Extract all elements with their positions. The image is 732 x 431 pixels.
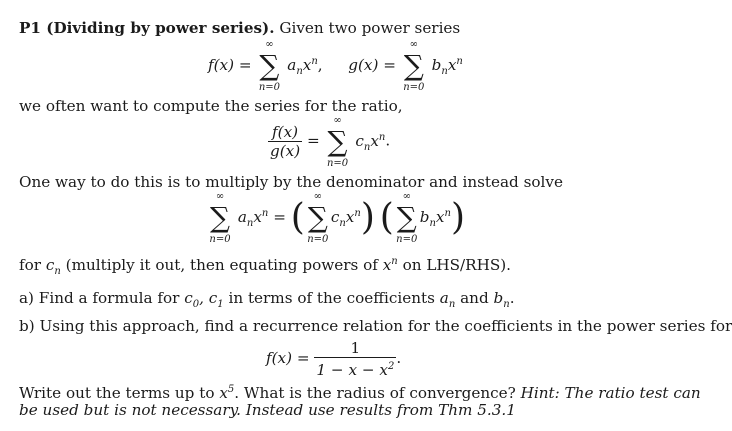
part-a-line: a) Find a formula for $c_0$, $c_1$ in terms of the coefficients $a_n$ and $b_n$.	[19, 289, 515, 311]
problem-heading-line	[19, 18, 651, 38]
coef-c: c	[45, 256, 55, 275]
sum-c2	[306, 191, 330, 245]
ratio-fraction	[268, 123, 302, 160]
var-x: x	[302, 56, 312, 74]
sum-g	[402, 39, 426, 93]
sum-b2	[395, 191, 419, 245]
an-symbol	[439, 289, 456, 311]
var-x: x	[382, 256, 392, 275]
rational-fraction	[314, 339, 396, 379]
sub-n: n	[429, 218, 436, 230]
sum-upper: ∞	[409, 39, 418, 50]
sub-n: n	[296, 66, 303, 78]
left-paren: (	[379, 197, 394, 238]
sum-lower: n=0	[403, 82, 425, 93]
var-x: x	[435, 208, 445, 226]
sigma-symbol: ∑	[403, 49, 424, 82]
c-term	[330, 207, 361, 230]
coef-b: b	[431, 56, 442, 74]
a-term	[237, 207, 269, 230]
right-paren: )	[360, 197, 375, 238]
sup-n: n	[456, 55, 463, 67]
part-b-text: b) Using this approach, find a recurrence relation for the coefficients in the power series for	[19, 317, 732, 335]
var-x: x	[370, 131, 379, 150]
cn-symbol	[45, 256, 61, 278]
equals-sign: =	[306, 131, 320, 150]
sum-lower: n=0	[209, 234, 231, 245]
sum-f	[257, 39, 281, 93]
multiply-lead-line	[19, 172, 651, 192]
coef-a: a	[287, 56, 297, 74]
sub-n: n	[246, 218, 254, 230]
rational-denominator: $1 - x - x^2$	[314, 357, 396, 379]
hint-text: The ratio test can	[564, 384, 701, 403]
sigma-symbol: ∑	[327, 124, 348, 158]
sum-upper: ∞	[215, 191, 225, 202]
var-x: x	[219, 384, 228, 403]
part-a-label: a) Find a formula for	[19, 289, 180, 307]
ratio-denominator: g(x)	[270, 142, 301, 160]
hint-label: Hint:	[520, 384, 560, 403]
sigma-symbol: ∑	[210, 201, 230, 234]
g-def-lhs: g(x) =	[348, 56, 396, 74]
sum-upper: ∞	[402, 191, 411, 202]
sub-n: n	[448, 299, 456, 311]
sigma-symbol: ∑	[396, 201, 417, 234]
part-a-and: and	[460, 289, 489, 307]
sub-zero: 0	[192, 299, 200, 311]
sup-n: n	[391, 256, 398, 267]
hint-continuation: be used but is not necessary. Instead use results from Thm 5.3.1	[19, 401, 516, 419]
denominator-poly: 1 − x − x	[316, 361, 388, 380]
var-x: x	[253, 208, 262, 226]
a-term	[287, 55, 318, 78]
ratio-series: $\frac{f(x)}{g(x)}$ = ∞ ∑ n=0 $c_nx^n$.	[270, 114, 391, 169]
sigma-symbol: ∑	[307, 201, 328, 234]
f-rational: f(x) = $\frac{1}{1 - x - x^2}$ .	[266, 339, 402, 380]
ratio-lead-line	[19, 96, 651, 116]
product-equation	[207, 191, 465, 245]
sup-n: n	[378, 131, 386, 143]
radius-question: . What is the radius of convergence?	[234, 384, 516, 403]
coef-a: a	[439, 289, 449, 307]
sigma-symbol: ∑	[259, 49, 280, 82]
f-def-lhs: f(x) =	[266, 349, 310, 368]
sup-five: 5	[227, 384, 235, 395]
b-term	[419, 207, 451, 230]
sum-lower: n=0	[396, 234, 418, 245]
problem-title: P1 (Dividing by power series).	[19, 19, 275, 37]
sup-n: n	[354, 207, 361, 219]
xn-symbol	[383, 256, 398, 274]
sub-n: n	[339, 218, 346, 230]
sub-n: n	[54, 266, 61, 278]
hint-cont-line	[19, 400, 651, 420]
ratio-numerator: f(x)	[272, 123, 299, 141]
cn-note-tail: on LHS/RHS).	[402, 256, 512, 275]
c-term	[355, 131, 386, 153]
cn-note-line	[19, 252, 651, 282]
cn-note: (multiply it out, then equating powers of	[65, 256, 378, 275]
part-a-mid: in terms of the coefficients	[228, 289, 435, 307]
coef-b: b	[493, 289, 504, 307]
c0-c1: $c_0$, $c_1$	[184, 289, 224, 311]
sup-n: n	[444, 207, 451, 219]
coef-b: b	[419, 208, 430, 226]
problem-intro: Given two power series	[279, 19, 461, 37]
bn-symbol	[493, 289, 510, 311]
f-def-lhs: f(x) =	[208, 56, 252, 74]
series-definitions: f(x) = ∞ ∑ n=0 $a_nx^n$, g(x) = ∞ ∑ n=0 $b_nx^n$	[208, 39, 463, 93]
sum-lower: n=0	[258, 82, 281, 93]
sub-n: n	[441, 66, 448, 78]
coef-c: c	[184, 289, 193, 307]
for-word: for	[19, 256, 42, 275]
sum-upper: ∞	[333, 114, 342, 126]
equals-sign: =	[273, 208, 286, 226]
multiply-lead: One way to do this is to multiply by the denominator and instead solve	[19, 173, 563, 191]
var-x: x	[447, 56, 457, 74]
sum-upper: ∞	[265, 39, 274, 50]
sub-n: n	[503, 299, 510, 311]
left-paren: (	[290, 197, 305, 238]
rational-numerator: 1	[350, 339, 361, 357]
ratio-lead: we often want to compute the series for the ratio,	[19, 97, 403, 115]
part-b-line	[19, 316, 732, 336]
var-x: x	[345, 208, 355, 226]
sum-c	[326, 114, 350, 169]
sum-upper: ∞	[313, 191, 322, 202]
coef-c: c	[330, 208, 340, 226]
coef-c: c	[208, 289, 218, 307]
sum-a	[208, 191, 232, 245]
coef-a: a	[237, 208, 247, 226]
b-term	[431, 55, 463, 78]
sup-n: n	[311, 55, 318, 67]
coef-c: c	[355, 131, 364, 150]
sub-n: n	[363, 141, 371, 153]
right-paren: )	[450, 197, 465, 238]
sup-n: n	[261, 207, 269, 219]
write-out: Write out the terms up to	[19, 384, 215, 403]
sum-lower: n=0	[307, 234, 329, 245]
sub-one: 1	[217, 299, 224, 311]
sum-lower: n=0	[326, 157, 349, 169]
